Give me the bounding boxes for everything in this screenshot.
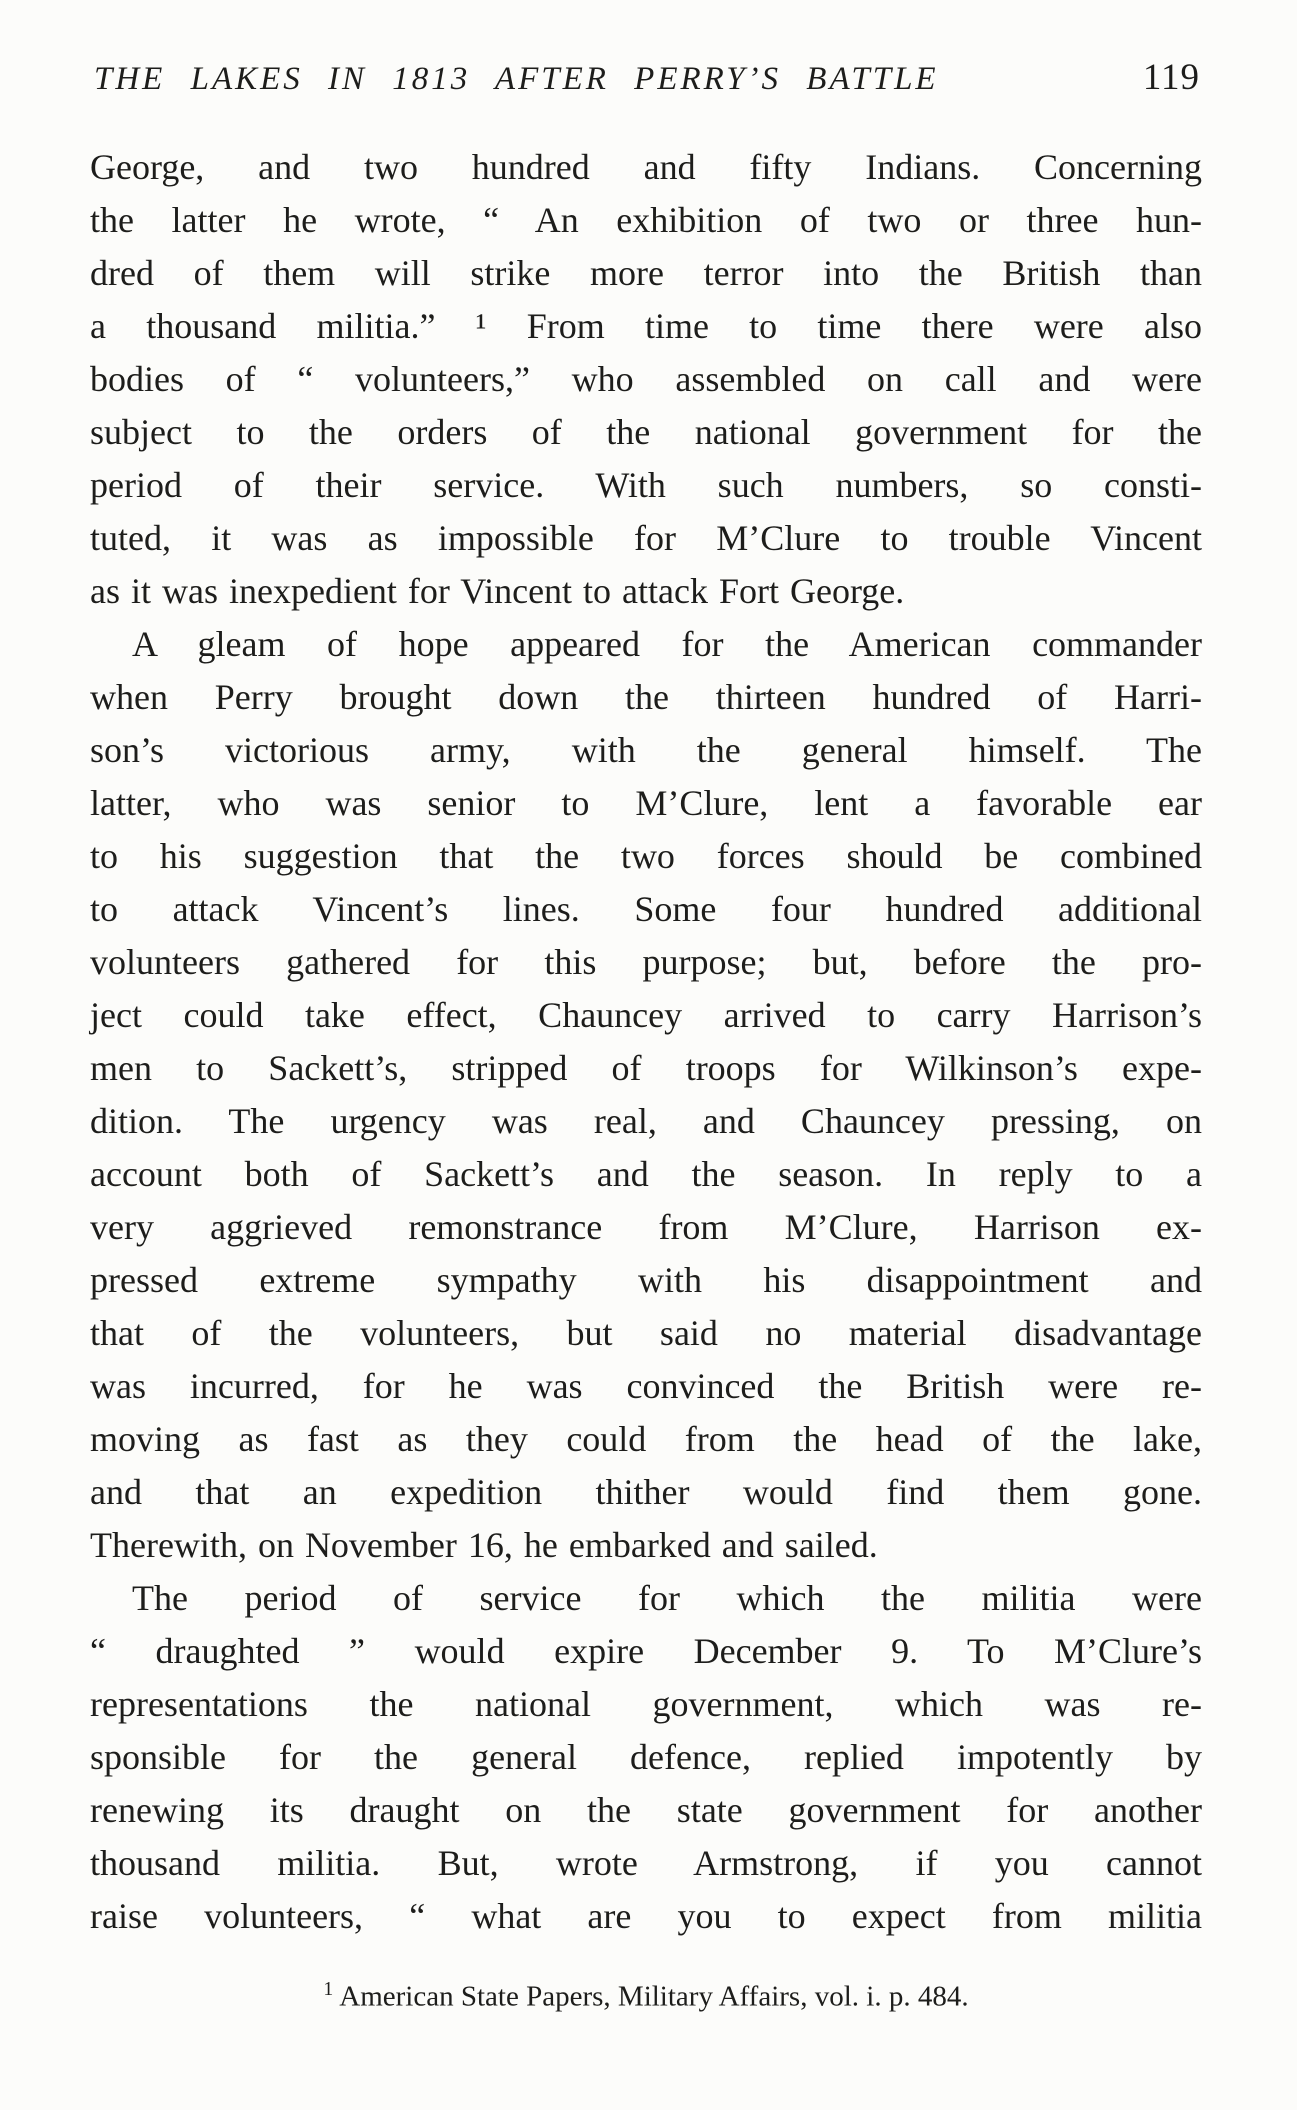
paragraph <box>90 1572 1202 1943</box>
footnote-text: American State Papers, Military Affairs, vol. i. p. 484. <box>339 1980 969 2013</box>
text-line: raise volunteers, “ what are you to expect from militia <box>90 1896 1202 1936</box>
running-head <box>94 56 1200 99</box>
text-line: that of the volunteers, but said no material disadvantage <box>90 1313 1202 1353</box>
text-line: The period of service for which the militia were <box>132 1578 1202 1618</box>
paragraph <box>90 141 1202 618</box>
text-line: moving as fast as they could from the head of the lake, <box>90 1419 1202 1459</box>
text-line: renewing its draught on the state government for another <box>90 1790 1202 1830</box>
text-line: very aggrieved remonstrance from M’Clure, Harrison ex- <box>90 1207 1202 1247</box>
text-line: the latter he wrote, “ An exhibition of two or three hun- <box>90 200 1202 240</box>
text-line: as it was inexpedient for Vincent to attack Fort George. <box>90 571 905 611</box>
text-line: to attack Vincent’s lines. Some four hundred additional <box>90 889 1202 929</box>
running-title: THE LAKES IN 1813 AFTER PERRY’S BATTLE <box>94 61 939 97</box>
text-line: and that an expedition thither would find them gone. <box>90 1472 1202 1512</box>
text-line: a thousand militia.” ¹ From time to time there were also <box>90 306 1202 346</box>
text-line: pressed extreme sympathy with his disappointment and <box>90 1260 1202 1300</box>
text-line: representations the national government, which was re- <box>90 1684 1202 1724</box>
footnote-marker: 1 <box>323 1978 334 2000</box>
text-line: volunteers gathered for this purpose; but, before the pro- <box>90 942 1202 982</box>
text-line: ject could take effect, Chauncey arrived to carry Harrison’s <box>90 995 1202 1035</box>
text-line: dition. The urgency was real, and Chauncey pressing, on <box>90 1101 1202 1141</box>
text-line: men to Sackett’s, stripped of troops for Wilkinson’s expe- <box>90 1048 1202 1088</box>
text-line: Therewith, on November 16, he embarked and sailed. <box>90 1525 878 1565</box>
text-line: period of their service. With such numbers, so consti- <box>90 465 1202 505</box>
paragraph <box>90 618 1202 1572</box>
text-line: to his suggestion that the two forces should be combined <box>90 836 1202 876</box>
text-line: when Perry brought down the thirteen hundred of Harri- <box>90 677 1202 717</box>
text-line: subject to the orders of the national government for the <box>90 412 1202 452</box>
text-line: latter, who was senior to M’Clure, lent a favorable ear <box>90 783 1202 823</box>
footnote <box>90 1969 1202 2017</box>
text-line: thousand militia. But, wrote Armstrong, if you cannot <box>90 1843 1202 1883</box>
text-line: was incurred, for he was convinced the British were re- <box>90 1366 1202 1406</box>
text-line: George, and two hundred and fifty Indians. Concerning <box>90 147 1202 187</box>
text-line: sponsible for the general defence, replied impotently by <box>90 1737 1202 1777</box>
page-number: 119 <box>1142 57 1200 98</box>
text-line: dred of them will strike more terror into the British than <box>90 253 1202 293</box>
text-line: account both of Sackett’s and the season. In reply to a <box>90 1154 1202 1194</box>
text-line: A gleam of hope appeared for the American commander <box>132 624 1202 664</box>
text-line: tuted, it was as impossible for M’Clure to trouble Vincent <box>90 518 1202 558</box>
text-line: “ draughted ” would expire December 9. To M’Clure’s <box>90 1631 1202 1671</box>
text-line: son’s victorious army, with the general himself. The <box>90 730 1202 770</box>
text-line: bodies of “ volunteers,” who assembled on call and were <box>90 359 1202 399</box>
body-text <box>90 141 1202 1943</box>
